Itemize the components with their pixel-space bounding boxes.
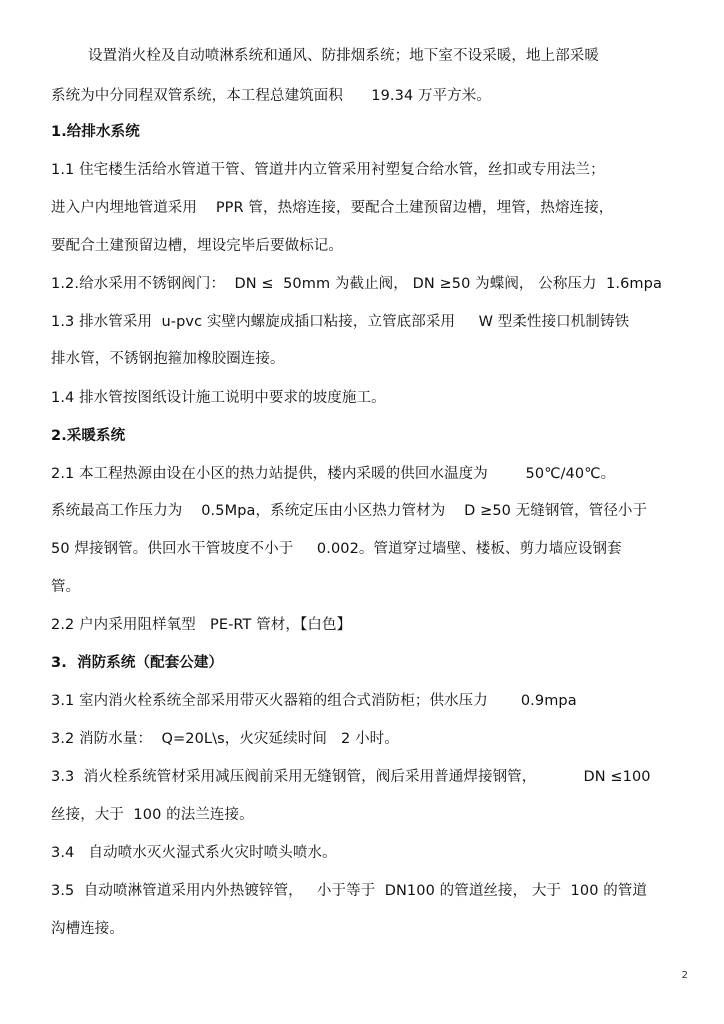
item-1-3-line-1: 1.3 排水管采用 u-pvc 实壁内螺旋成插口粘接，立管底部采用 W 型柔性接口机制铸铁 — [51, 314, 630, 330]
item-2-1-line-4: 管。 — [51, 579, 81, 595]
item-2-1-line-1: 2.1 本工程热源由设在小区的热力站提供，楼内采暖的供回水温度为 50℃/40℃。 — [51, 466, 616, 482]
item-1-2-line: 1.2.给水采用不锈钢阀门： DN ≤ 50mm 为截止阀， DN ≥50 为蝶阀， 公称压力 1.6mpa — [51, 276, 662, 292]
item-3-5-line-1: 3.5 自动喷淋管道采用内外热镀锌管， 小于等于 DN100 的管道丝接， 大于 100 的管道 — [51, 883, 648, 899]
paragraph-intro-line-1: 设置消火栓及自动喷淋系统和通风、防排烟系统；地下室不设采暖，地上部采暖 — [88, 48, 599, 64]
item-1-1-line-1: 1.1 住宅楼生活给水管道干管、管道井内立管采用衬塑复合给水管，丝扣或专用法兰； — [51, 162, 605, 178]
item-3-4-line: 3.4 自动喷水灭火湿式系火灾时喷头喷水。 — [51, 845, 337, 861]
item-3-3-line-2: 丝接，大于 100 的法兰连接。 — [51, 807, 254, 823]
item-1-1-line-3: 要配合土建预留边槽，埋设完毕后要做标记。 — [51, 238, 343, 254]
section-heading-heating: 2.采暖系统 — [51, 428, 126, 444]
item-2-1-line-2: 系统最高工作压力为 0.5Mpa，系统定压由小区热力管材为 D ≥50 无缝钢管，管径小于 — [51, 503, 648, 519]
item-1-1-line-2: 进入户内埋地管道采用 PPR 管，热熔连接，要配合土建预留边槽，埋管，热熔连接， — [51, 200, 614, 216]
item-3-5-line-2: 沟槽连接。 — [51, 921, 124, 937]
section-heading-water-supply-drainage: 1.给排水系统 — [51, 124, 140, 140]
item-2-1-line-3: 50 焊接钢管。供回水干管坡度不小于 0.002。管道穿过墙壁、楼板、剪力墙应设钢套 — [51, 541, 622, 557]
item-3-2-line: 3.2 消防水量： Q=20L\s，火灾延续时间 2 小时。 — [51, 731, 399, 747]
item-2-2-line: 2.2 户内采用阻样氧型 PE-RT 管材，【白色】 — [51, 617, 352, 633]
item-3-1-line: 3.1 室内消火栓系统全部采用带灭火器箱的组合式消防柜；供水压力 0.9mpa — [51, 693, 577, 709]
item-1-4-line: 1.4 排水管按图纸设计施工说明中要求的坡度施工。 — [51, 390, 386, 406]
page-number: 2 — [681, 970, 688, 981]
paragraph-intro-line-2: 系统为中分同程双管系统，本工程总建筑面积 19.34 万平方米。 — [51, 88, 491, 104]
section-heading-fire-protection: 3. 消防系统（配套公建） — [51, 655, 224, 671]
item-1-3-line-2: 排水管，不锈钢抱箍加橡胶圈连接。 — [51, 351, 285, 367]
item-3-3-line-1: 3.3 消火栓系统管材采用减压阀前采用无缝钢管，阀后采用普通焊接钢管， DN ≤100 — [51, 769, 651, 785]
